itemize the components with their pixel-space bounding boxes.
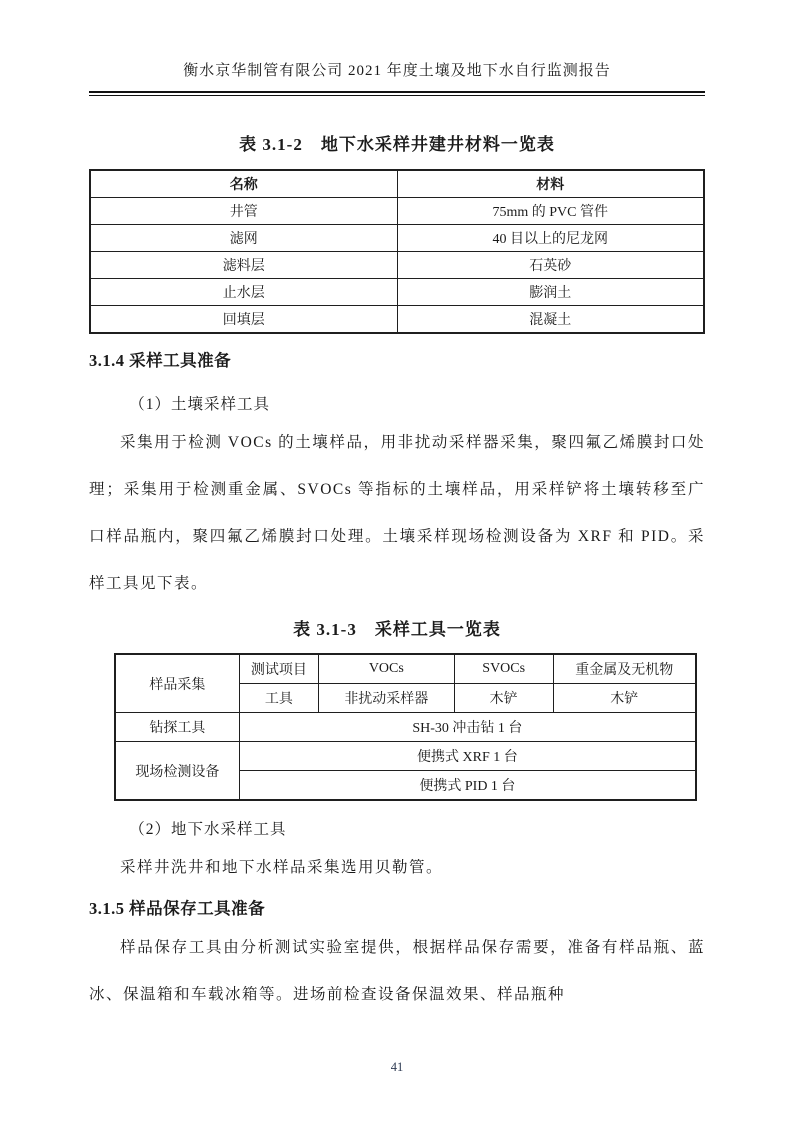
table1-header-name: 名称	[90, 170, 397, 198]
cell-test-item-label: 测试项目	[239, 654, 318, 684]
cell-test-item-vocs: VOCs	[318, 654, 454, 684]
table-header-row	[90, 170, 704, 198]
cell-drill-label: 钻探工具	[115, 713, 239, 742]
well-materials-table	[89, 169, 705, 334]
table2-title: 表 3.1-3 采样工具一览表	[293, 620, 501, 639]
cell-tool-vocs: 非扰动采样器	[318, 684, 454, 713]
cell-sample-collection: 样品采集	[115, 654, 239, 713]
table-row	[90, 279, 704, 306]
table-row	[90, 198, 704, 225]
cell-field-device-xrf: 便携式 XRF 1 台	[239, 742, 696, 771]
cell-tool-label: 工具	[239, 684, 318, 713]
table-cell: 滤料层	[90, 252, 397, 279]
table1-title: 表 3.1-2 地下水采样井建井材料一览表	[239, 135, 555, 154]
cell-field-device-pid: 便携式 PID 1 台	[239, 771, 696, 801]
table-row	[115, 742, 696, 771]
sub-item-2-groundwater-tools: （2）地下水采样工具	[129, 821, 287, 838]
table-row	[90, 306, 704, 334]
cell-tool-metals: 木铲	[553, 684, 696, 713]
table-cell: 滤网	[90, 225, 397, 252]
table-cell: 40 目以上的尼龙网	[397, 225, 704, 252]
cell-test-item-svocs: SVOCs	[454, 654, 553, 684]
table-row	[90, 252, 704, 279]
table-cell: 膨润土	[397, 279, 704, 306]
paragraph-bailer: 采样井洗井和地下水样品采集选用贝勒管。	[120, 859, 444, 876]
table-cell: 止水层	[90, 279, 397, 306]
cell-drill-value: SH-30 冲击钻 1 台	[239, 713, 696, 742]
section-heading-3-1-5: 3.1.5 样品保存工具准备	[89, 899, 266, 918]
cell-field-device-label: 现场检测设备	[115, 742, 239, 801]
paragraph-sample-preservation: 样品保存工具由分析测试实验室提供，根据样品保存需要，准备有样品瓶、蓝冰、保温箱和车载冰箱等。进场前检查设备保温效果、样品瓶种	[89, 939, 705, 1003]
table-cell: 石英砂	[397, 252, 704, 279]
table-row	[90, 225, 704, 252]
sub-item-1-soil-tools: （1）土壤采样工具	[129, 396, 271, 413]
document-header-title: 衡水京华制管有限公司 2021 年度土壤及地下水自行监测报告	[183, 63, 611, 79]
sampling-tools-table	[114, 653, 697, 801]
table-cell: 回填层	[90, 306, 397, 334]
cell-test-item-metals: 重金属及无机物	[553, 654, 696, 684]
table-cell: 75mm 的 PVC 管件	[397, 198, 704, 225]
cell-tool-svocs: 木铲	[454, 684, 553, 713]
page-number: 41	[390, 1060, 404, 1074]
table-cell: 混凝土	[397, 306, 704, 334]
paragraph-soil-sampling: 采集用于检测 VOCs 的土壤样品，用非扰动采样器采集，聚四氟乙烯膜封口处理；采集用于检测重金属、SVOCs 等指标的土壤样品，用采样铲将土壤转移至广口样品瓶内，聚四氟乙烯膜封口处理。土壤采样现场检测设备为 XRF 和 PID。采样工具见下表。	[89, 434, 705, 592]
header-double-rule	[89, 91, 705, 96]
table-row	[115, 654, 696, 684]
section-heading-3-1-4: 3.1.4 采样工具准备	[89, 351, 232, 370]
table-row	[115, 713, 696, 742]
table1-header-material: 材料	[397, 170, 704, 198]
table-cell: 井管	[90, 198, 397, 225]
